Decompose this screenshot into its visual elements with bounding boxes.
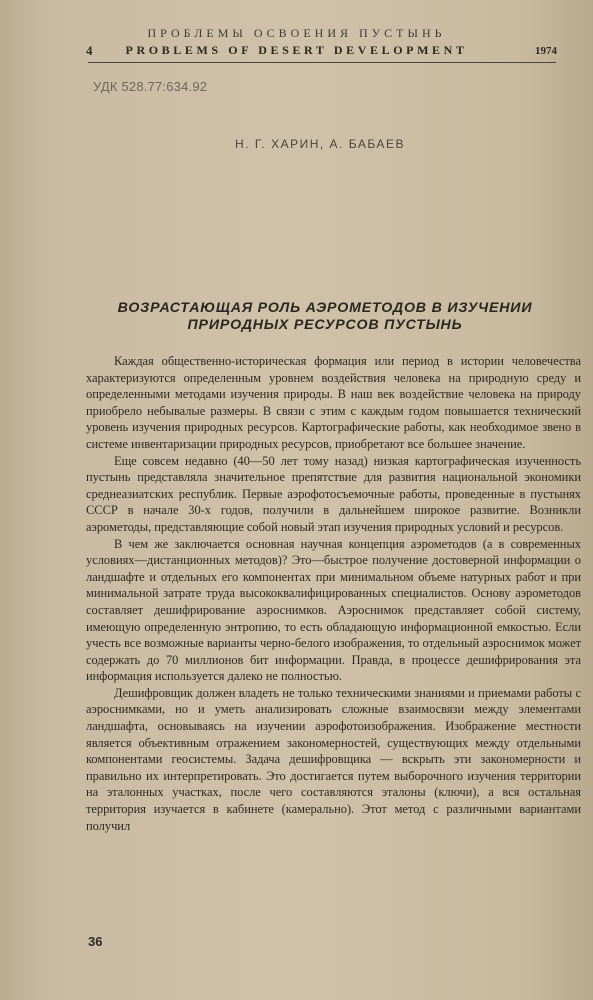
issue-number: 4 — [86, 43, 93, 58]
article-title — [90, 300, 560, 334]
page-number: 36 — [88, 934, 103, 949]
udc-code: УДК 528.77:634.92 — [93, 79, 208, 94]
article-body — [86, 353, 581, 834]
body-paragraph: Каждая общественно-историческая формация или период в истории человечества характеризуются определенным уровнем воздействия человека на природную среду и определенными методами изучения природы. В наш век воздействие человека на природу приобрело небывалые размеры. В связи с этим с каждым годом повышается технический уровень изучения природных ресурсов. Картографические работы, как необходимое звено в системе инвентаризации природных ресурсов, приобретают все большее значение. — [86, 354, 581, 451]
issue-year: 1974 — [535, 45, 557, 57]
article-authors: Н. Г. ХАРИН, А. БАБАЕВ — [235, 137, 405, 151]
article-title-line: ПРИРОДНЫХ РЕСУРСОВ ПУСТЫНЬ — [187, 317, 463, 333]
body-paragraph: Дешифровщик должен владеть не только техническими знаниями и приемами работы с аэроснимками, но и уметь анализировать сложные взаимосвязи между элементами ландшафта, основываясь на изучении аэрофотоизображения. Изображение местности является объективным отражением закономерностей, существующих между отдельными компонентами геосистемы. Задача дешифровщика — вскрыть эти закономерности и правильно их интерпретировать. Это достигается путем выборочного изучения территории на эталонных участках, после чего составляются эталоны (ключи), а вся остальная территория изучается в кабинете (камерально). Этот метод с различными вариантами получил — [86, 685, 581, 833]
body-paragraph: В чем же заключается основная научная концепция аэрометодов (а в современных условиях—дистанционных методов)? Это—быстрое получение достоверной информации о ландшафте и отдельных его компонентах при минимальном объеме натурных работ и при минимальной затрате труда высококвалифицированных специалистов. Основу аэрометодов составляет дешифрирование аэроснимков. Аэроснимок представляет собой систему, имеющую определенную энтропию, то есть обладающую информационной емкостью. Если учесть все возможные варианты черно-белого изображения, то отдельный аэроснимок может содержать до 70 миллионов бит информации. Правда, в процессе дешифрирования эта информация используется далеко не полностью. — [86, 536, 581, 684]
article-title-line: ВОЗРАСТАЮЩАЯ РОЛЬ АЭРОМЕТОДОВ В ИЗУЧЕНИИ — [117, 300, 533, 316]
running-header — [0, 43, 593, 59]
body-paragraph: Еще совсем недавно (40—50 лет тому назад) низкая картографическая изученность пустынь представляла значительное препятствие для развития национальной экономики среднеазиатских республик. Первые аэрофотосъемочные работы, проведенные в пустынях СССР в начале 30-х годов, получили в дальнейшем широкое развитие. Возникли аэрометоды, представляющие собой новый этап изучения природных условий и ресурсов. — [86, 453, 581, 534]
journal-title-russian: ПРОБЛЕМЫ ОСВОЕНИЯ ПУСТЫНЬ — [147, 26, 446, 40]
journal-title-english: PROBLEMS OF DESERT DEVELOPMENT — [125, 43, 468, 57]
header-rule — [88, 62, 556, 63]
